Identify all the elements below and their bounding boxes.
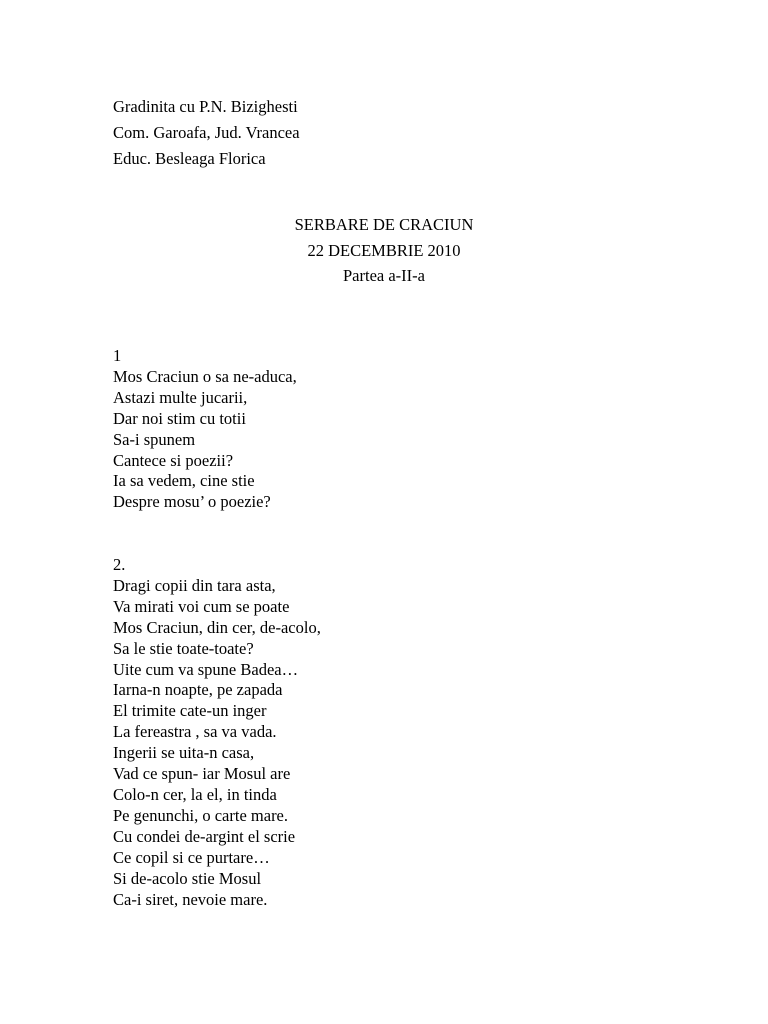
- poem-line: Va mirati voi cum se poate: [113, 596, 290, 616]
- header-line: Educ. Besleaga Florica: [113, 149, 266, 168]
- poem-line: Astazi multe jucarii,: [113, 387, 248, 407]
- poem-line: Colo-n cer, la el, in tinda: [113, 784, 277, 804]
- poem-line: Uite cum va spune Badea…: [113, 659, 299, 679]
- header-line: Gradinita cu P.N. Bizighesti: [113, 97, 298, 116]
- poem-line: La fereastra , sa va vada.: [113, 722, 277, 742]
- poem-stanza-1: [113, 346, 297, 513]
- header-line: Com. Garoafa, Jud. Vrancea: [113, 123, 300, 142]
- kindergarten-header: [113, 94, 300, 172]
- poem-line: Cu condei de-argint el scrie: [113, 826, 296, 846]
- title-line: SERBARE DE CRACIUN: [294, 215, 474, 234]
- poem-line: Ce copil si ce purtare…: [113, 847, 270, 867]
- poem-line: Vad ce spun- iar Mosul are: [113, 764, 291, 784]
- poem-line: Sa-i spunem: [113, 429, 196, 449]
- poem-line: Pe genunchi, o carte mare.: [113, 805, 289, 825]
- poem-line: Sa le stie toate-toate?: [113, 638, 254, 658]
- poem-line: Despre mosu’ o poezie?: [113, 492, 271, 512]
- poem-line: Mos Craciun o sa ne-aduca,: [113, 366, 297, 386]
- poem-line: Mos Craciun, din cer, de-acolo,: [113, 617, 321, 637]
- title-line: 22 DECEMBRIE 2010: [307, 240, 461, 260]
- poem-line: Ca-i siret, nevoie mare.: [113, 889, 268, 909]
- poem-line: Si de-acolo stie Mosul: [113, 868, 262, 888]
- poem-stanza-2: [113, 555, 321, 910]
- stanza-number: 1: [113, 346, 122, 365]
- title-line: Partea a-II-a: [343, 266, 425, 285]
- poem-line: Iarna-n noapte, pe zapada: [113, 680, 283, 700]
- poem-line: Ingerii se uita-n casa,: [113, 743, 255, 763]
- poem-line: Dar noi stim cu totii: [113, 408, 246, 428]
- poem-line: Dragi copii din tara asta,: [113, 575, 276, 595]
- document-title: [0, 212, 768, 289]
- poem-line: Ia sa vedem, cine stie: [113, 471, 255, 491]
- poem-line: El trimite cate-un inger: [113, 701, 267, 721]
- poem-line: Cantece si poezii?: [113, 450, 234, 470]
- stanza-number: 2.: [113, 555, 126, 574]
